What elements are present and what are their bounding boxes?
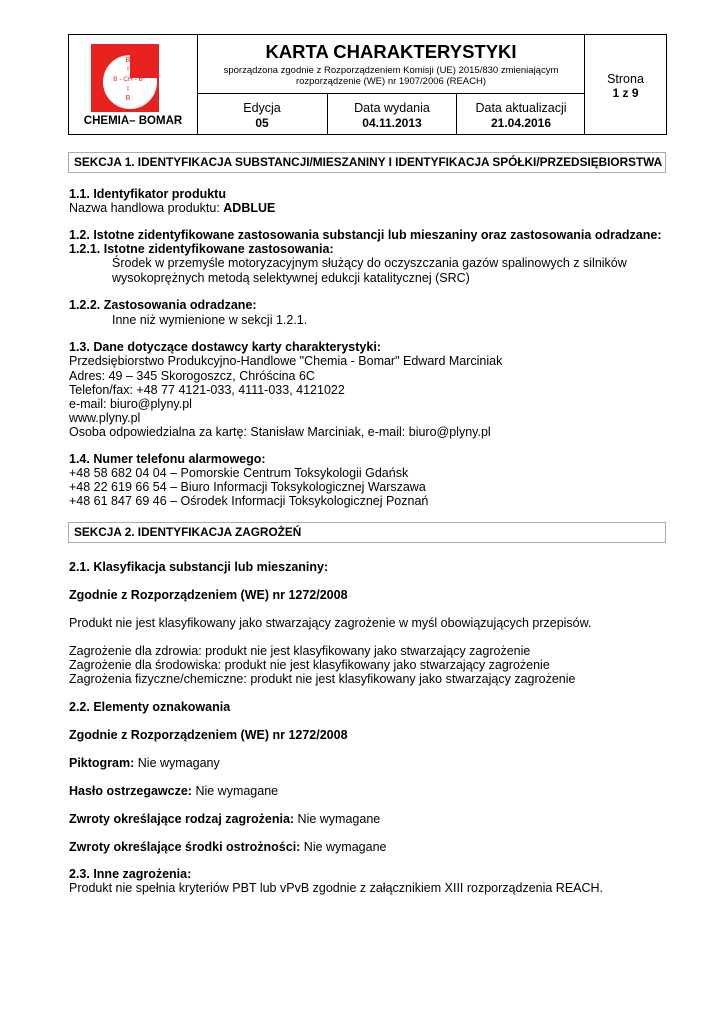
s22-heading: 2.2. Elementy oznakowania: [69, 700, 231, 714]
page-label: Strona: [607, 72, 644, 86]
s122-text: Inne niż wymienione w sekcji 1.2.1.: [112, 313, 308, 327]
supplier-website: www.plyny.pl: [69, 411, 141, 425]
document-header: [68, 34, 667, 135]
supplier-line: Adres: 49 – 345 Skorogoszcz, Chróścina 6C: [69, 369, 315, 383]
s121-heading: 1.2.1. Istotne zidentyfikowane zastosowania:: [69, 242, 334, 256]
s122-heading: 1.2.2. Zastosowania odradzane:: [69, 298, 257, 312]
signal-word-line: [69, 784, 278, 799]
emergency-phone: +48 58 682 04 04 – Pomorskie Centrum Toksykologii Gdańsk: [69, 466, 409, 480]
regulation-ref: Zgodnie z Rozporządzeniem (WE) nr 1272/2008: [69, 728, 348, 742]
hazard-line: Zagrożenie dla zdrowia: produkt nie jest klasyfikowany jako stwarzający zagrożenie: [69, 644, 531, 658]
logo-bar-top: I: [127, 66, 129, 73]
edition-label: Edycja: [243, 101, 281, 115]
s121-line-2: wysokoprężnych metodą selektywnej edukcji katalitycznej (SRC): [112, 271, 470, 285]
company-name: CHEMIA– BOMAR: [83, 115, 183, 127]
update-date-label: Data aktualizacji: [475, 101, 567, 115]
s23-heading: 2.3. Inne zagrożenia:: [69, 867, 192, 881]
title-cell: [197, 35, 585, 94]
product-name-label: Nazwa handlowa produktu:: [69, 201, 224, 215]
edition-cell: [197, 94, 328, 134]
update-date-value: 21.04.2016: [490, 116, 552, 130]
precautionary-statements-label: Zwroty określające środki ostrożności:: [69, 840, 301, 854]
signal-word-value: Nie wymagane: [191, 784, 279, 798]
regulation-ref: Zgodnie z Rozporządzeniem (WE) nr 1272/2008: [69, 588, 348, 602]
s14-heading: 1.4. Numer telefonu alarmowego:: [69, 452, 266, 466]
precautionary-statements-value: Nie wymagane: [300, 840, 387, 854]
document-title: KARTA CHARAKTERYSTYKI: [265, 41, 517, 62]
page-cell: [584, 35, 666, 134]
logo-formula: B - CH - B: [113, 76, 143, 83]
emergency-phone: +48 61 847 69 46 – Ośrodek Informacji Toksykologicznej Poznań: [69, 494, 429, 508]
s13-heading: 1.3. Dane dotyczące dostawcy karty charakterystyki:: [69, 340, 381, 354]
subtitle-line-1: sporządzona zgodnie z Rozporządzeniem Komisji (UE) 2015/830 zmieniającym: [223, 65, 559, 76]
product-name-line: [69, 201, 275, 216]
signal-word-label: Hasło ostrzegawcze:: [69, 784, 192, 798]
pictogram-label: Piktogram:: [69, 756, 135, 770]
company-logo: [91, 44, 159, 112]
subtitle-line-2: rozporządzenie (WE) nr 1907/2006 (REACH): [295, 76, 487, 87]
supplier-line: Przedsiębiorstwo Produkcyjno-Handlowe "Chemia - Bomar" Edward Marciniak: [69, 354, 503, 368]
s121-line-1: Środek w przemyśle motoryzacyjnym służący do oczyszczania gazów spalinowych z silników: [112, 256, 627, 270]
issue-date-label: Data wydania: [354, 101, 430, 115]
hazard-line: Zagrożenie dla środowiska: produkt nie jest klasyfikowany jako stwarzający zagrożenie: [69, 658, 550, 672]
logo-letter-bottom: B: [125, 95, 131, 102]
s11-heading: 1.1. Identyfikator produktu: [69, 187, 226, 201]
s23-text: Produkt nie spełnia kryteriów PBT lub vPvB zgodnie z załącznikiem XIII rozporządzenia REACH.: [69, 881, 604, 895]
hazard-statements-label: Zwroty określające rodzaj zagrożenia:: [69, 812, 295, 826]
supplier-email: e-mail: biuro@plyny.pl: [69, 397, 192, 411]
product-name-value: ADBLUE: [223, 201, 276, 215]
hazard-line: Zagrożenia fizyczne/chemiczne: produkt nie jest klasyfikowany jako stwarzający zagrożenie: [69, 672, 576, 686]
hazard-statements-line: [69, 812, 380, 827]
pictogram-value: Nie wymagany: [134, 756, 220, 770]
issue-date-cell: [328, 94, 457, 134]
document-subtitle: [207, 65, 575, 87]
pictogram-line: [69, 756, 220, 771]
update-date-cell: [457, 94, 585, 134]
issue-date-value: 04.11.2013: [362, 116, 422, 130]
logo-cell: [69, 35, 198, 134]
hazard-statements-value: Nie wymagane: [294, 812, 381, 826]
supplier-line: Telefon/fax: +48 77 4121-033, 4111-033, 4121022: [69, 383, 345, 397]
supplier-line: Osoba odpowiedzialna za kartę: Stanisław Marciniak, e-mail: biuro@plyny.pl: [69, 425, 491, 439]
precautionary-statements-line: [69, 840, 386, 855]
section-1-heading: SEKCJA 1. IDENTYFIKACJA SUBSTANCJI/MIESZANINY I IDENTYFIKACJA SPÓŁKI/PRZEDSIĘBIORSTWA: [68, 152, 666, 173]
page-value: 1 z 9: [612, 86, 639, 100]
emergency-phone: +48 22 619 66 54 – Biuro Informacji Toksykologicznej Warszawa: [69, 480, 426, 494]
logo-bar-bottom: I: [127, 86, 129, 93]
section-2-heading: SEKCJA 2. IDENTYFIKACJA ZAGROŻEŃ: [68, 522, 666, 543]
page-indicator: [585, 72, 666, 100]
logo-letter-top: B: [125, 57, 131, 64]
s21-heading: 2.1. Klasyfikacja substancji lub mieszaniny:: [69, 560, 329, 574]
s12-heading: 1.2. Istotne zidentyfikowane zastosowania substancji lub mieszaniny oraz zastosowania odradzane:: [69, 228, 662, 242]
not-classified-text: Produkt nie jest klasyfikowany jako stwarzający zagrożenie w myśl obowiązujących przepisów.: [69, 616, 592, 630]
edition-value: 05: [255, 116, 269, 130]
